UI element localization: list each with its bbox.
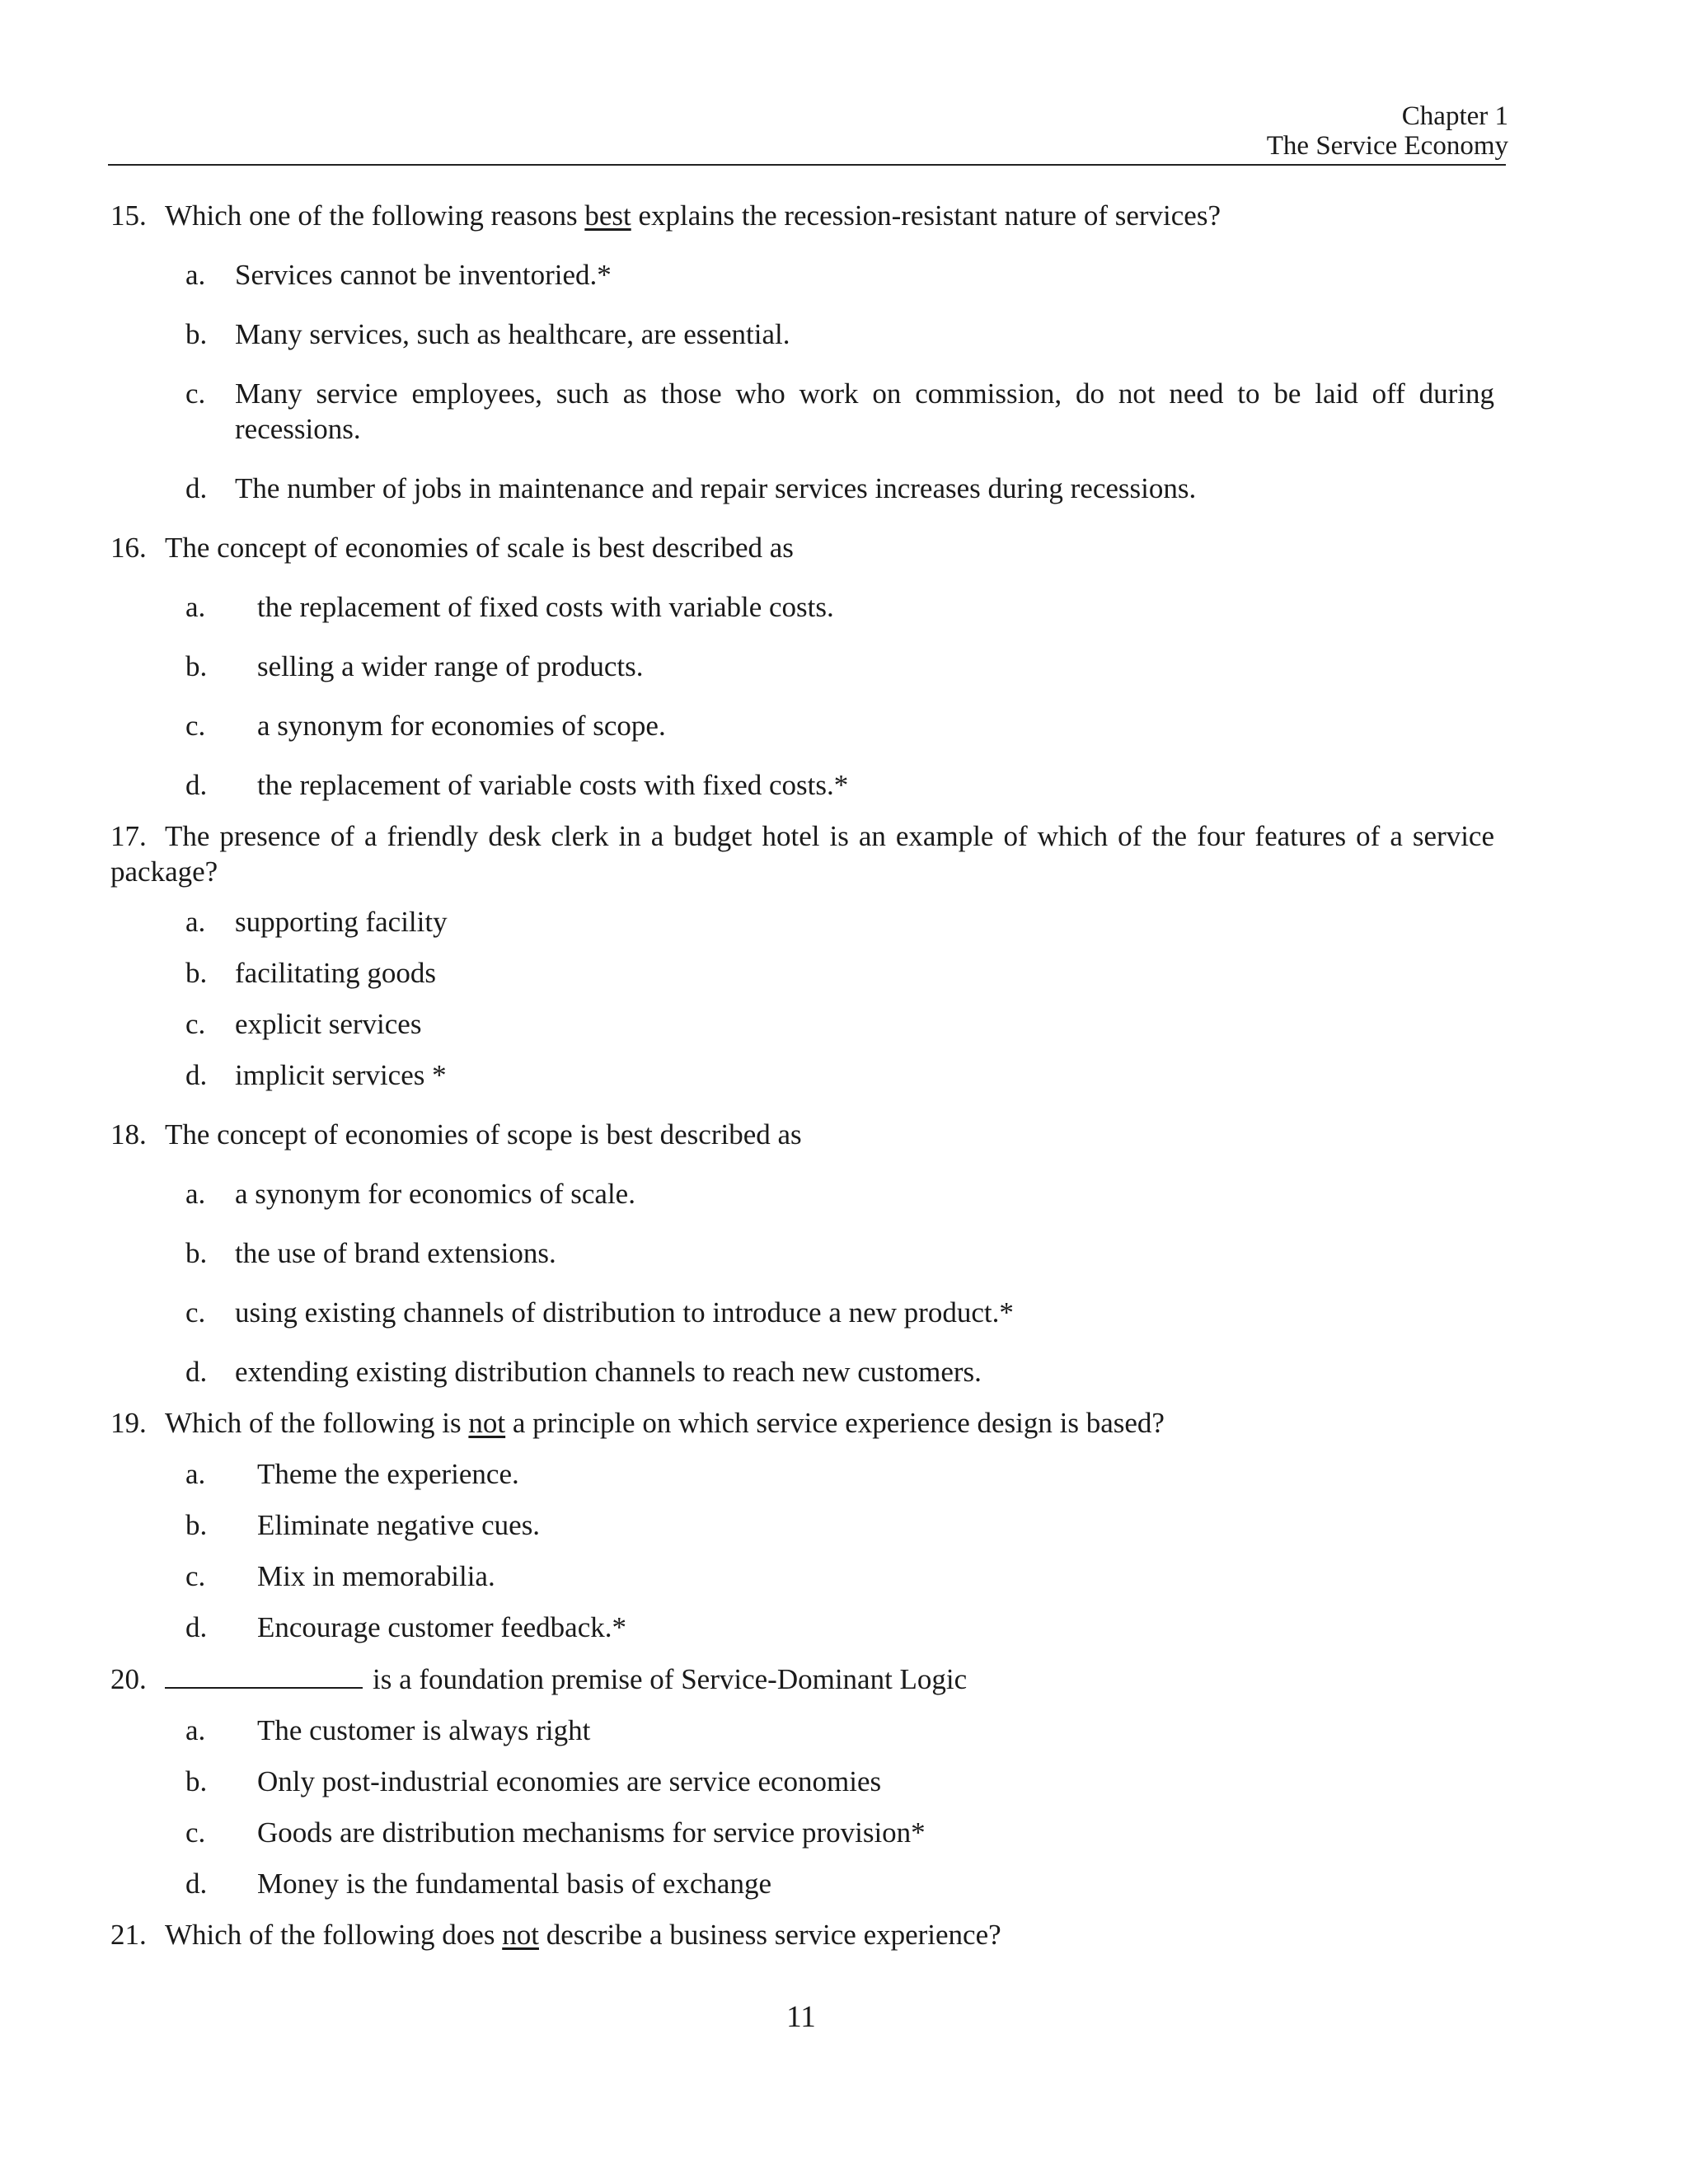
option-label: a.: [185, 1714, 206, 1746]
option-label: b.: [185, 1237, 208, 1269]
option-text-continued: recessions.: [235, 413, 361, 445]
option-label: b.: [185, 1509, 208, 1541]
question-text: Which one of the following reasons best explains the recession-resistant nature of services?: [165, 199, 1221, 232]
question-number: 21.: [110, 1919, 147, 1951]
option-label: b.: [185, 957, 208, 989]
question-number: 19.: [110, 1407, 147, 1439]
question-number: 17.: [110, 820, 147, 852]
option-label: d.: [185, 1356, 208, 1388]
option-label: b.: [185, 1765, 208, 1797]
option-label: d.: [185, 1059, 208, 1091]
question-text: The presence of a friendly desk clerk in a budget hotel is an example of which of the four features of a service: [165, 820, 1494, 852]
chapter-label: Chapter 1: [1401, 101, 1508, 131]
option-label: a.: [185, 591, 206, 623]
option-label: d.: [185, 472, 208, 504]
option-label: d.: [185, 769, 208, 801]
emphasis-underline: not: [502, 1919, 539, 1951]
option-label: a.: [185, 259, 206, 291]
question-number: 16.: [110, 532, 147, 564]
option-label: c.: [185, 1296, 206, 1329]
option-label: d.: [185, 1868, 208, 1900]
option-text: Mix in memorabilia.: [257, 1560, 495, 1592]
option-label: c.: [185, 710, 206, 742]
question-number: 15.: [110, 199, 147, 232]
option-text: Many service employees, such as those who work on commission, do not need to be laid off during: [235, 377, 1494, 410]
option-text: the use of brand extensions.: [235, 1237, 556, 1269]
question-text: is a foundation premise of Service-Dominant Logic: [165, 1662, 967, 1697]
option-text: Goods are distribution mechanisms for service provision*: [257, 1816, 926, 1849]
option-text: a synonym for economics of scale.: [235, 1178, 635, 1210]
option-text: Theme the experience.: [257, 1458, 519, 1490]
option-text: The customer is always right: [257, 1714, 591, 1746]
chapter-title: The Service Economy: [1266, 131, 1508, 161]
question-number: 20.: [110, 1663, 147, 1695]
option-label: a.: [185, 1178, 206, 1210]
option-text: Many services, such as healthcare, are essential.: [235, 318, 790, 350]
option-text: facilitating goods: [235, 957, 436, 989]
option-text: implicit services *: [235, 1059, 447, 1091]
option-text: the replacement of variable costs with fixed costs.*: [257, 769, 849, 801]
emphasis-underline: best: [584, 199, 631, 232]
page-number: 11: [786, 2000, 816, 2034]
option-label: d.: [185, 1611, 208, 1643]
option-text: Money is the fundamental basis of exchange: [257, 1868, 771, 1900]
option-text: supporting facility: [235, 906, 448, 938]
option-label: c.: [185, 1816, 206, 1849]
fill-in-blank: [165, 1662, 363, 1689]
option-text: The number of jobs in maintenance and repair services increases during recessions.: [235, 472, 1197, 504]
question-text: Which of the following does not describe a business service experience?: [165, 1919, 1001, 1951]
option-label: a.: [185, 906, 206, 938]
option-label: a.: [185, 1458, 206, 1490]
option-label: c.: [185, 1560, 206, 1592]
option-text: Encourage customer feedback.*: [257, 1611, 626, 1643]
option-text: using existing channels of distribution to introduce a new product.*: [235, 1296, 1014, 1329]
question-text: Which of the following is not a principle on which service experience design is based?: [165, 1407, 1165, 1439]
option-text: the replacement of fixed costs with variable costs.: [257, 591, 834, 623]
option-label: b.: [185, 318, 208, 350]
option-text: Services cannot be inventoried.*: [235, 259, 612, 291]
option-text: selling a wider range of products.: [257, 650, 644, 682]
option-text: a synonym for economies of scope.: [257, 710, 666, 742]
option-text: Eliminate negative cues.: [257, 1509, 541, 1541]
question-text: The concept of economies of scope is best described as: [165, 1118, 802, 1151]
question-number: 18.: [110, 1118, 147, 1151]
option-text: explicit services: [235, 1008, 422, 1040]
emphasis-underline: not: [468, 1407, 506, 1439]
option-label: c.: [185, 377, 206, 410]
option-text: Only post-industrial economies are service economies: [257, 1765, 882, 1797]
question-text-continued: package?: [110, 855, 218, 888]
option-label: c.: [185, 1008, 206, 1040]
option-label: b.: [185, 650, 208, 682]
question-text: The concept of economies of scale is best described as: [165, 532, 794, 564]
header-rule: [108, 164, 1506, 166]
option-text: extending existing distribution channels to reach new customers.: [235, 1356, 982, 1388]
